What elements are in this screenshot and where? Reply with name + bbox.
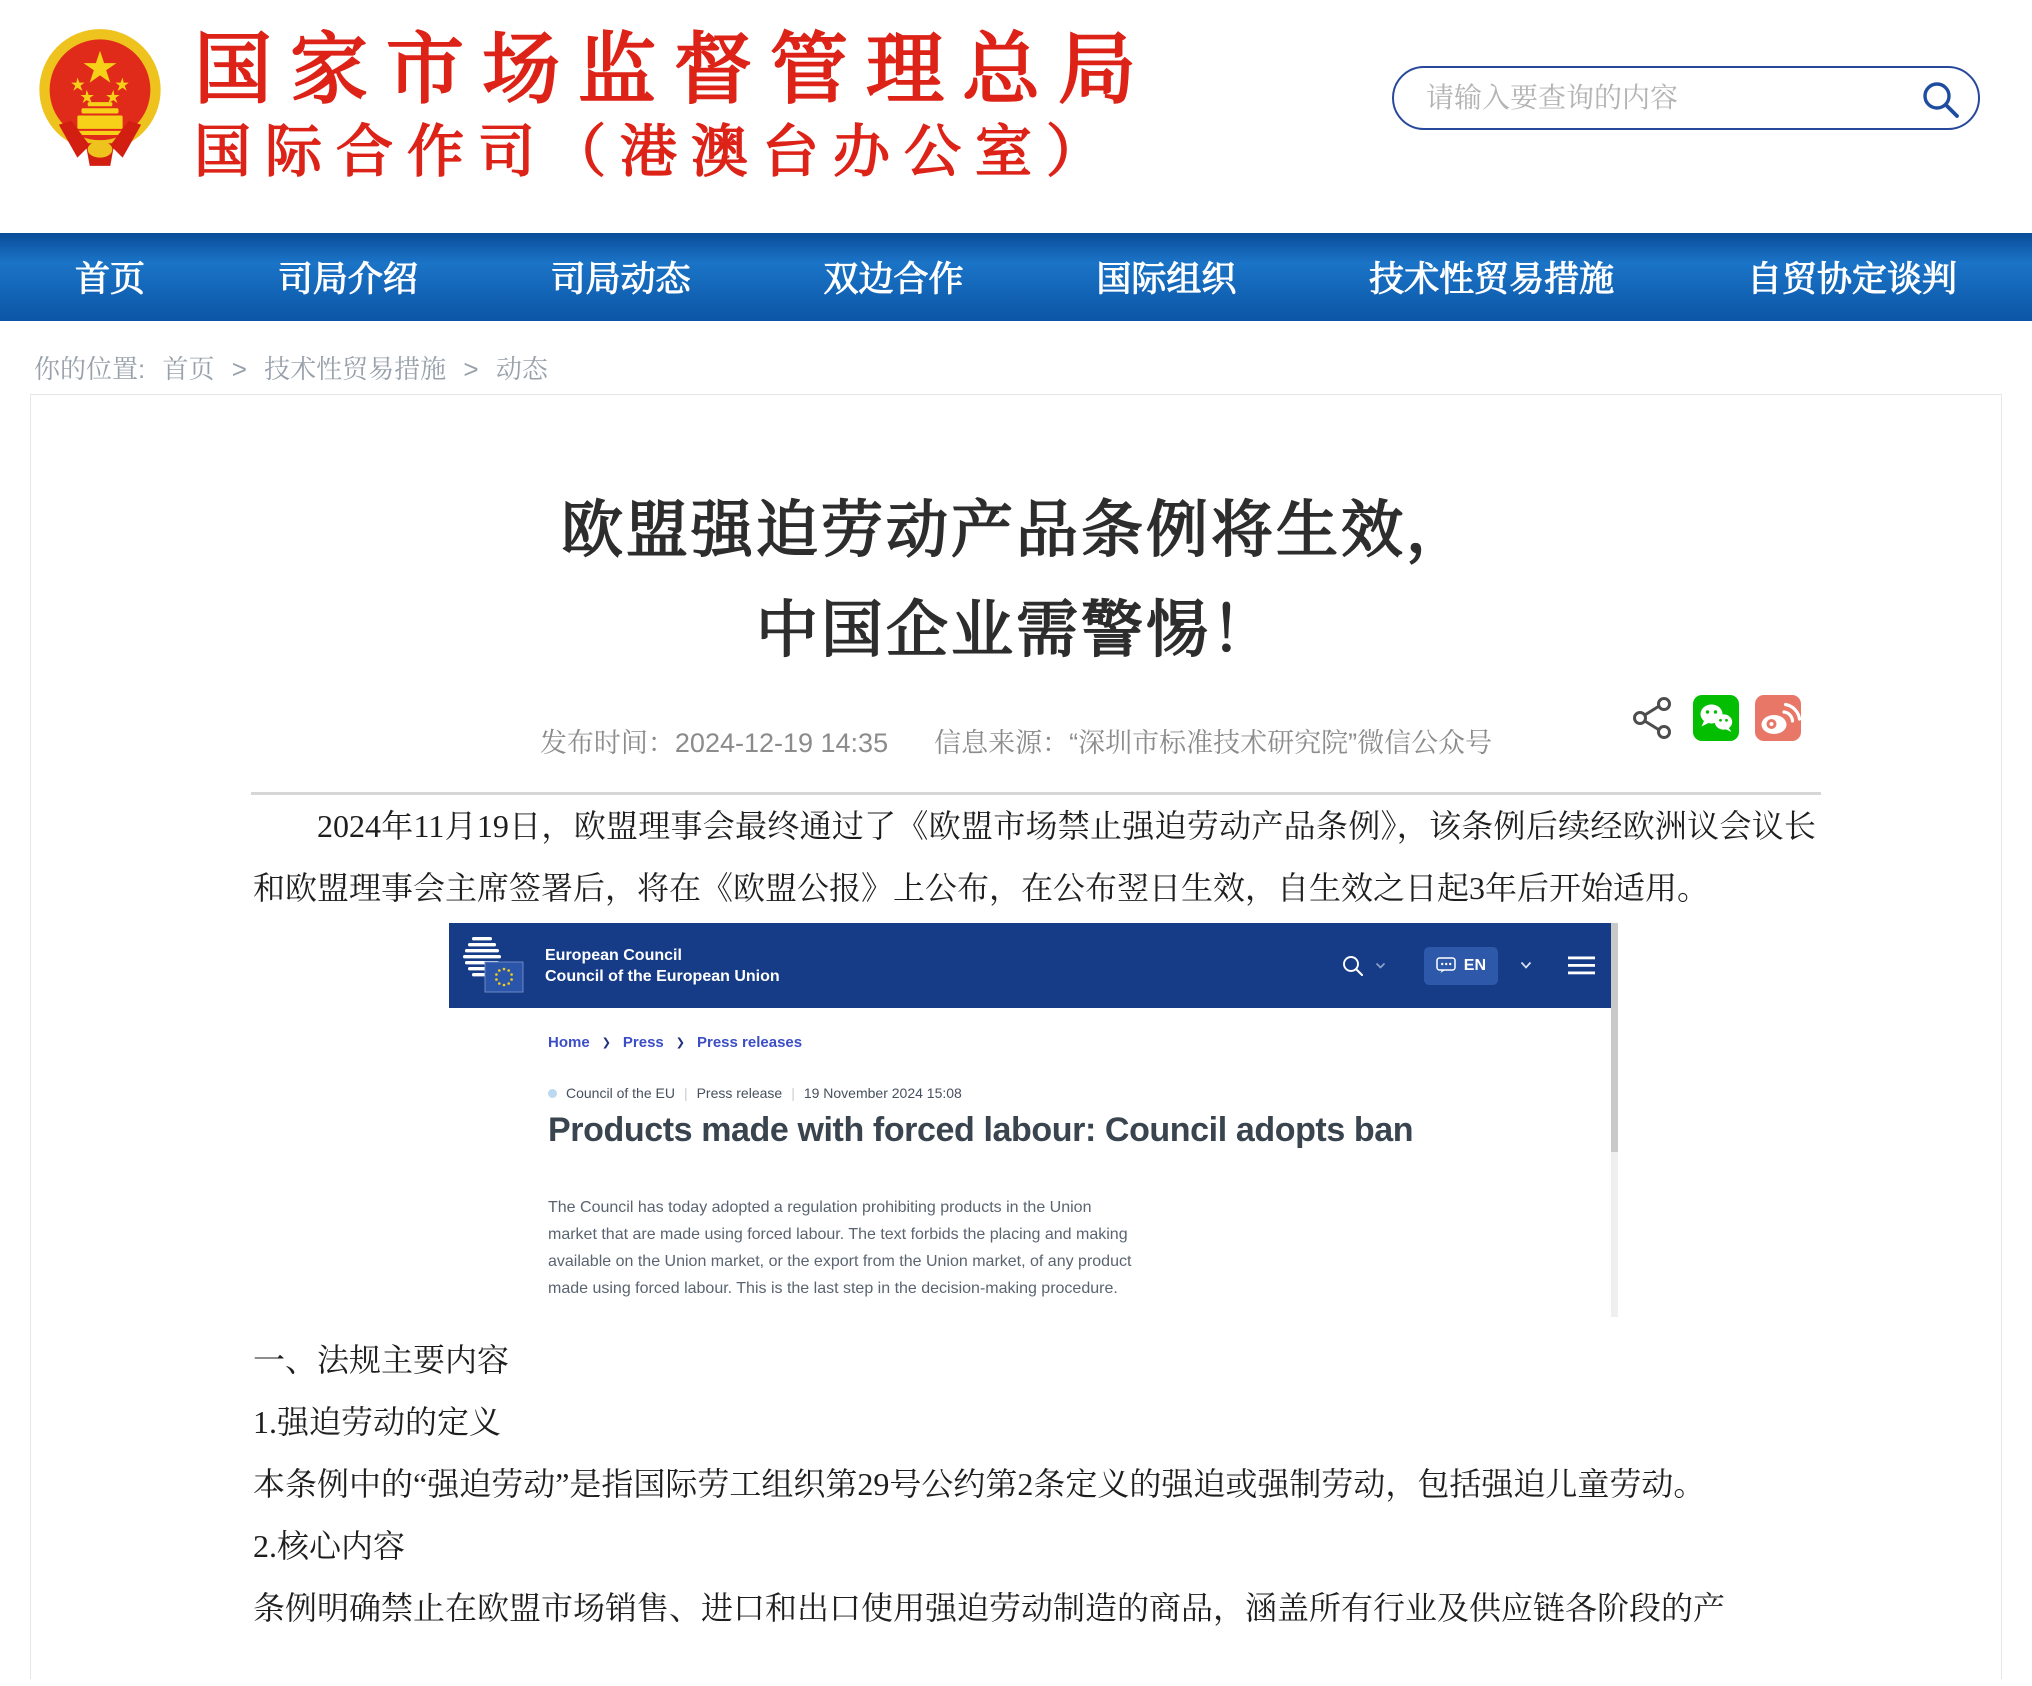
article-title-line2: 中国企业需警惕！ <box>755 596 1276 665</box>
eu-meta-pipe: | <box>791 1085 795 1101</box>
info-source: 信息来源：“深圳市标准技术研究院”微信公众号 <box>934 728 1493 758</box>
eu-header-bar <box>449 923 1611 1008</box>
site-title-line2: 国际合作司（港澳台办公室） <box>194 120 1117 184</box>
eu-press-body-line: market that are made using forced labour. The text forbids the placing and making <box>548 1226 1128 1243</box>
national-emblem-logo <box>36 24 164 170</box>
eu-press-meta <box>548 1085 1618 1101</box>
site-title-line1: 国家市场监督管理总局 <box>194 25 1155 113</box>
article-title-line1: 欧盟强迫劳动产品条例将生效， <box>560 496 1471 565</box>
eu-scrollbar-thumb <box>1611 923 1618 1152</box>
eu-press-body-line: made using forced labour. This is the last step in the decision-making procedure. <box>548 1280 1118 1297</box>
breadcrumb-separator: > <box>231 354 247 384</box>
eu-language-label: EN <box>1463 956 1486 974</box>
european-council-logo-icon <box>459 934 535 998</box>
site-header <box>0 0 2032 233</box>
search-input[interactable] <box>1424 81 1912 115</box>
eu-council-screenshot <box>449 923 1618 1317</box>
article-title <box>31 481 2001 681</box>
breadcrumb <box>0 321 2032 394</box>
article-body <box>31 795 2001 1639</box>
breadcrumb-news[interactable]: 动态 <box>495 354 548 384</box>
wechat-share-button[interactable] <box>1693 695 1739 741</box>
eu-meta-org: Council of the EU <box>566 1085 675 1101</box>
eu-search-icon <box>1341 954 1365 978</box>
item1-heading: 1.强迫劳动的定义 <box>253 1404 502 1440</box>
eu-breadcrumb-chevron-icon: ❯ <box>675 1037 685 1049</box>
eu-logo-text <box>545 945 780 987</box>
item2-heading: 2.核心内容 <box>253 1528 406 1564</box>
eu-breadcrumb-press-releases: Press releases <box>697 1034 803 1051</box>
eu-logo-line2: Council of the European Union <box>545 967 780 985</box>
eu-press-body-line: available on the Union market, or the export from the Union market, of any product <box>548 1253 1132 1270</box>
nav-item-fta[interactable]: 自贸协定谈判 <box>1746 260 1957 299</box>
share-nodes-icon <box>1632 695 1676 741</box>
eu-search-chevron-icon <box>1375 962 1386 970</box>
breadcrumb-home[interactable]: 首页 <box>162 354 215 384</box>
eu-breadcrumb-chevron-icon: ❯ <box>601 1037 611 1049</box>
eu-breadcrumb-press: Press <box>622 1034 664 1051</box>
eu-scrollbar <box>1611 923 1618 1317</box>
eu-content-area <box>449 1008 1618 1302</box>
eu-meta-date: 19 November 2024 15:08 <box>803 1085 962 1101</box>
eu-header-icons <box>1341 947 1595 985</box>
eu-press-body <box>548 1194 1618 1302</box>
article-container <box>30 394 2002 1679</box>
nav-item-bureau-news[interactable]: 司局动态 <box>550 260 691 299</box>
nav-item-home[interactable]: 首页 <box>75 260 146 299</box>
nav-item-bureau-intro[interactable]: 司局介绍 <box>277 260 418 299</box>
eu-hamburger-menu-icon <box>1568 956 1595 975</box>
nav-item-intl-orgs[interactable]: 国际组织 <box>1096 260 1237 299</box>
weibo-icon <box>1755 695 1801 741</box>
section1-heading: 一、法规主要内容 <box>253 1342 510 1378</box>
magnifier-icon <box>1920 79 1962 121</box>
eu-language-chevron-icon <box>1520 961 1532 970</box>
eu-language-button <box>1424 947 1498 985</box>
eu-breadcrumb <box>548 1034 1618 1051</box>
item1-body: 本条例中的“强迫劳动”是指国际劳工组织第29号公约第2条定义的强迫或强制劳动，包括强迫儿童劳动。 <box>253 1466 1706 1502</box>
eu-breadcrumb-home: Home <box>548 1034 590 1051</box>
eu-meta-pipe: | <box>683 1085 688 1101</box>
item2-body: 条例明确禁止在欧盟市场销售、进口和出口使用强迫劳动制造的商品，涵盖所有行业及供应链各阶段的产 <box>253 1590 1726 1626</box>
wechat-icon <box>1693 695 1739 741</box>
eu-logo-line1: European Council <box>545 946 682 964</box>
site-title <box>194 25 1155 184</box>
nav-item-bilateral[interactable]: 双边合作 <box>823 260 964 299</box>
main-nav <box>0 233 2032 321</box>
eu-press-body-line: The Council has today adopted a regulation prohibiting products in the Union <box>548 1199 1092 1216</box>
weibo-share-button[interactable] <box>1755 695 1801 741</box>
share-button[interactable] <box>1631 695 1677 741</box>
eu-meta-type: Press release <box>696 1085 783 1101</box>
search-button[interactable] <box>1920 79 1962 121</box>
search-box <box>1392 66 1980 130</box>
breadcrumb-prefix: 你的位置: <box>34 354 146 384</box>
nav-item-tbt[interactable]: 技术性贸易措施 <box>1369 260 1615 299</box>
paragraph-intro: 2024年11月19日，欧盟理事会最终通过了《欧盟市场禁止强迫劳动产品条例》，该条例后续经欧洲议会议长和欧盟理事会主席签署后，将在《欧盟公报》上公布，在公布翌日生效，自生效之日起3年后开始适用。 <box>253 808 1816 906</box>
eu-meta-dot-icon <box>548 1089 557 1098</box>
share-buttons <box>1631 695 1801 741</box>
eu-translate-icon <box>1436 957 1457 974</box>
breadcrumb-separator: > <box>463 354 479 384</box>
publish-time: 发布时间：2024-12-19 14:35 <box>539 728 889 758</box>
eu-press-headline: Products made with forced labour: Council adopts ban <box>548 1111 1414 1149</box>
breadcrumb-tbt[interactable]: 技术性贸易措施 <box>264 354 447 384</box>
